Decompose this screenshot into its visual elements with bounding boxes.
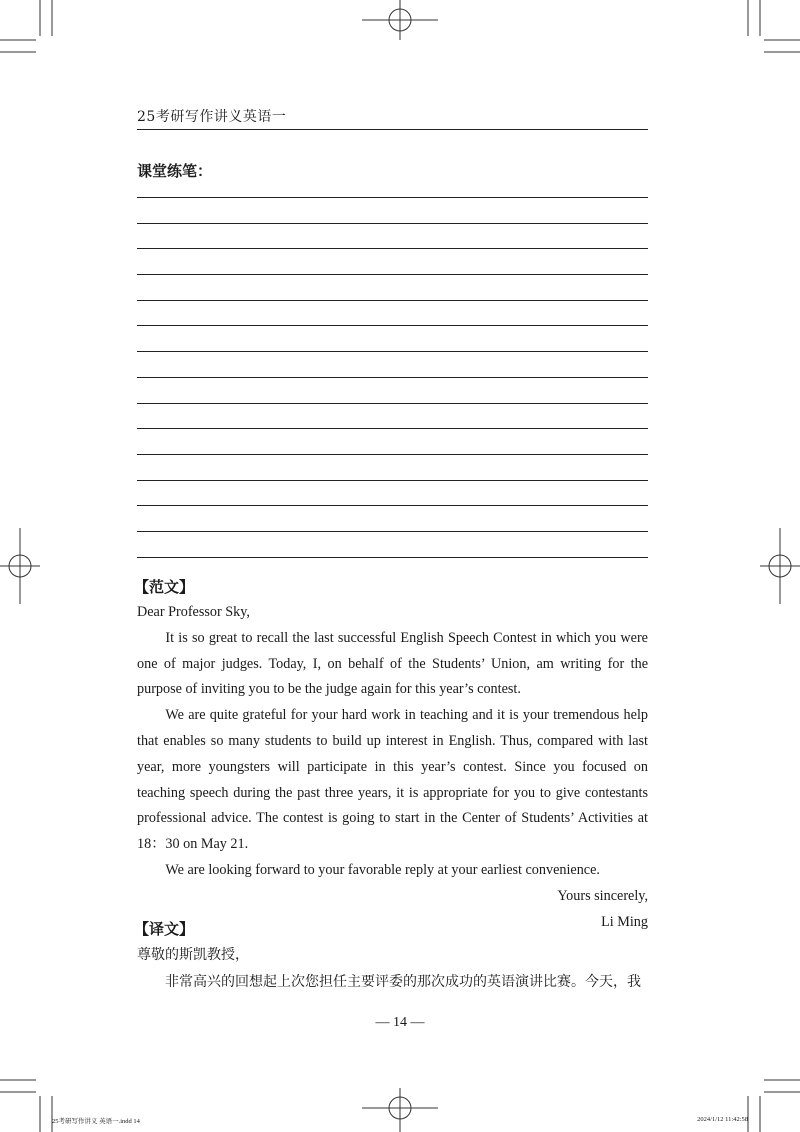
writing-line[interactable] bbox=[137, 351, 648, 352]
letter-signature: Li Ming bbox=[601, 913, 648, 930]
writing-line[interactable] bbox=[137, 557, 648, 558]
writing-line[interactable] bbox=[137, 454, 648, 455]
letter-paragraph-1: It is so great to recall the last successful English Speech Contest in which you were one of major judges. Today, I, on behalf of the Students’ Union, am writing for the purpose of inviting you to be the judge again for this year’s contest. bbox=[137, 629, 648, 698]
writing-line[interactable] bbox=[137, 480, 648, 481]
writing-line[interactable] bbox=[137, 223, 648, 224]
translation-body bbox=[137, 942, 648, 996]
translation-salutation: 尊敬的斯凯教授， bbox=[137, 947, 249, 963]
writing-lines bbox=[137, 197, 648, 582]
writing-line[interactable] bbox=[137, 428, 648, 429]
practice-label: 课堂练笔： bbox=[137, 162, 213, 180]
letter-paragraph-2: We are quite grateful for your hard work in teaching and it is your tremendous help that enables so many students to build up interest in English. Thus, compared with last year, more youngsters will participate in this year’s contest. Since you focused on teaching speech during the past three years, it is appropriate for you to give contestants professional advice. The contest is going to start in the Center of Students’ Activities at 18：30 on May 21. bbox=[137, 707, 648, 853]
model-essay-heading: 【范文】 bbox=[134, 578, 195, 596]
writing-line[interactable] bbox=[137, 248, 648, 249]
letter-paragraph-3: We are looking forward to your favorable reply at your earliest convenience. bbox=[165, 861, 600, 878]
writing-line[interactable] bbox=[137, 300, 648, 301]
translation-paragraph: 非常高兴的回想起上次您担任主要评委的那次成功的英语演讲比赛。今天，我 bbox=[165, 974, 641, 990]
writing-line[interactable] bbox=[137, 377, 648, 378]
writing-line[interactable] bbox=[137, 403, 648, 404]
footer-file-info: 25考研写作讲义 英语一.indd 14 bbox=[52, 1118, 140, 1125]
running-header-title: 25考研写作讲义英语一 bbox=[137, 109, 287, 125]
writing-line[interactable] bbox=[137, 197, 648, 198]
translation-heading: 【译文】 bbox=[134, 920, 195, 938]
letter-closing: Yours sincerely, bbox=[557, 887, 648, 904]
writing-line[interactable] bbox=[137, 531, 648, 532]
header-rule bbox=[137, 129, 648, 130]
page-number: — 14 — bbox=[375, 1015, 425, 1030]
letter-salutation: Dear Professor Sky, bbox=[137, 604, 250, 620]
model-essay-letter bbox=[137, 600, 648, 935]
footer-timestamp: 2024/1/12 11:42:58 bbox=[697, 1116, 748, 1123]
writing-line[interactable] bbox=[137, 274, 648, 275]
writing-line[interactable] bbox=[137, 325, 648, 326]
writing-line[interactable] bbox=[137, 505, 648, 506]
